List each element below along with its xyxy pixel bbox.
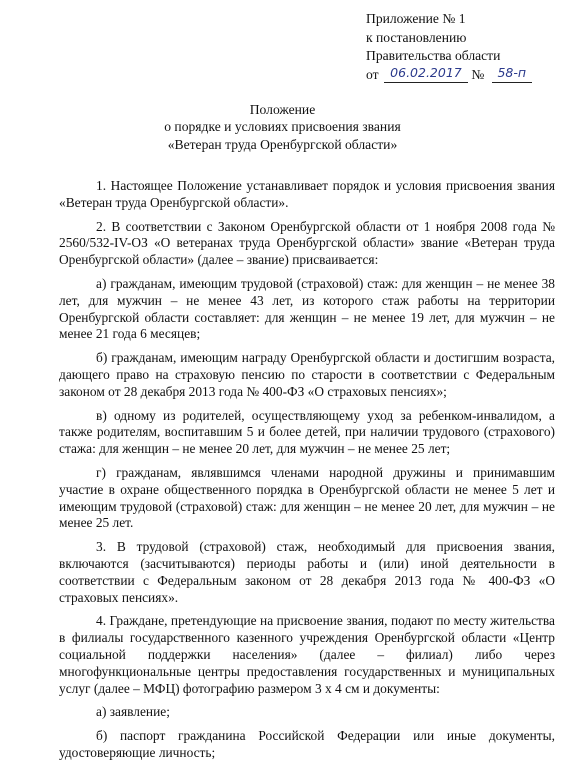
paragraph-2: 2. В соответствии с Законом Оренбургской области от 1 ноября 2008 года № 2560/532-IV-ОЗ «О ветеранах труда Оренбургской области» звание «Ветеран труда Оренбургской области» (далее – звание) присваивается:: [59, 218, 555, 268]
paragraph-2b: б) гражданам, имеющим награду Оренбургской области и достигшим возраста, дающего право на страховую пенсию по старости в соответствии с Федеральным законом от 28 декабря 2013 года № 400-ФЗ «О страховых пенсиях»;: [59, 350, 555, 399]
handwritten-number: 58-п: [492, 64, 532, 84]
title-line-2: о порядке и условиях присвоения звания: [164, 119, 401, 135]
paragraph-2g: г) гражданам, являвшимся членами народной дружины и принимавшим участие в охране общественного порядка в Оренбургской области не менее 5 лет и имеющим трудовой (страховой) стаж: для женщин – не менее 20 лет, для мужчин – не менее 25 лет.: [59, 464, 555, 531]
paragraph-4b: б) паспорт гражданина Российской Федерации или иные документы, удостоверяющие личность;: [59, 728, 555, 760]
paragraph-1: 1. Настоящее Положение устанавливает порядок и условия присвоения звания «Ветеран труда Оренбургской области».: [59, 178, 555, 210]
appendix-block: [366, 10, 562, 85]
paragraph-3: 3. В трудовой (страховой) стаж, необходимый для присвоения звания, включаются (засчитываются) периоды работы и (или) иной деятельности в соответствии с Федеральным законом от 28 декабря 2013 года № 400-ФЗ «О страховых пенсиях».: [59, 539, 555, 605]
paragraph-2v: в) одному из родителей, осуществляющему уход за ребенком-инвалидом, а также родителям, воспитавшим 5 и более детей, при наличии трудового (страхового) стажа: для женщин – не менее 20 лет, для мужчин – не менее 25 лет;: [59, 407, 555, 457]
paragraph-4a: а) заявление;: [96, 704, 170, 720]
paragraph-2a: а) гражданам, имеющим трудовой (страховой) стаж: для женщин – не менее 38 лет, для мужчин – не менее 43 лет, из которого стаж работы на территории Оренбургской области составляет: для женщин – не менее 19 лет, для мужчин – не менее 21 года 6 месяцев;: [59, 275, 555, 342]
from-label: от: [366, 66, 379, 82]
title-line-1: Положение: [249, 102, 316, 117]
paragraph-4: 4. Граждане, претендующие на присвоение звания, подают по месту жительства в филиалы государственного казенного учреждения Оренбургской области «Центр социальной поддержки населения» (далее – филиал) либо через многофункциональные центры предоставления государственных и муниципальных услуг (далее – МФЦ) фотографию размером 3 х 4 см и документы:: [59, 613, 555, 696]
number-label: №: [471, 66, 485, 82]
document-body: [59, 178, 555, 769]
document-title: [0, 101, 565, 153]
title-line-3: «Ветеран труда Оренбургской области»: [167, 136, 398, 152]
handwritten-date: 06.02.2017: [384, 64, 468, 84]
appendix-date-line: [366, 66, 562, 86]
appendix-line-2: к постановлению: [366, 29, 467, 45]
appendix-line-3: Правительства области: [366, 48, 501, 64]
appendix-line-1: Приложение № 1: [366, 11, 466, 26]
